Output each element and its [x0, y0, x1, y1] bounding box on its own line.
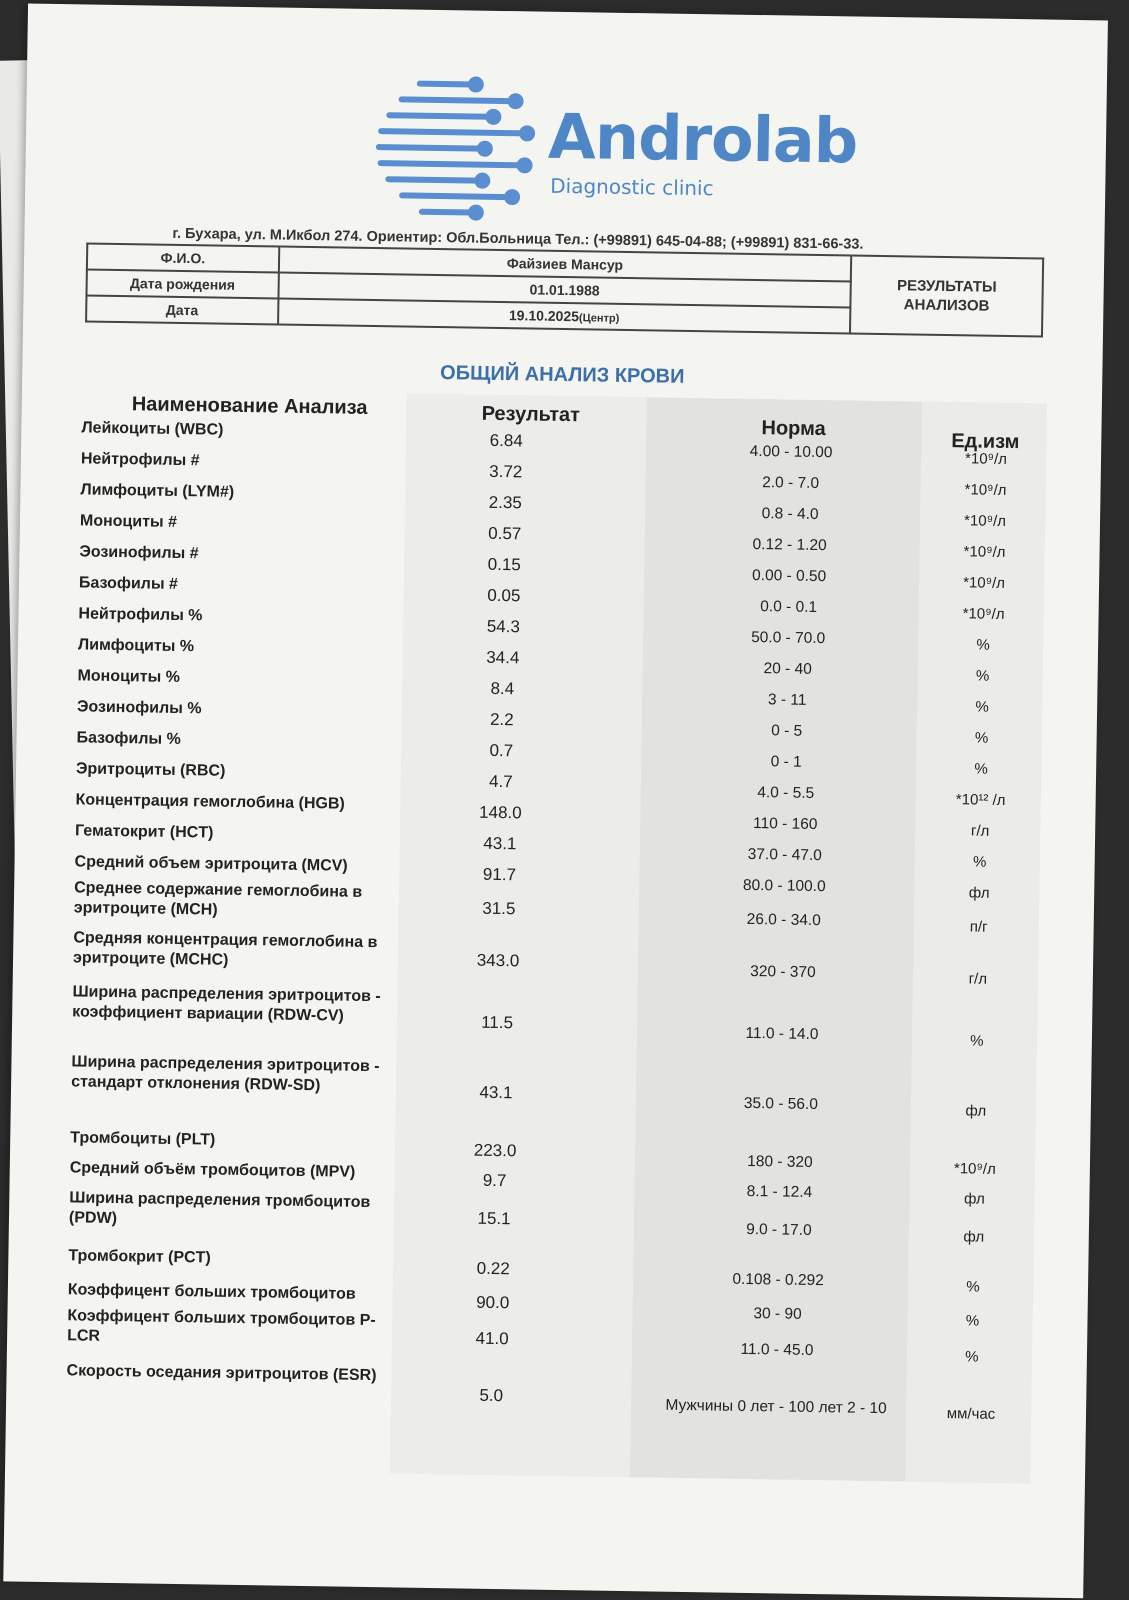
name-label: Ф.И.О.: [87, 243, 279, 272]
report-date-value: 19.10.2025: [508, 307, 580, 325]
patient-dob: 01.01.1988: [278, 272, 851, 307]
norm-range: 0.8 - 4.0: [761, 505, 819, 523]
result-value: 43.1: [483, 833, 517, 854]
norm-range: 0.12 - 1.20: [752, 535, 827, 555]
analysis-name: Эозинофилы %: [76, 698, 202, 718]
lab-report-sheet: [3, 4, 1108, 1599]
results-heading-line2: АНАЛИЗОВ: [903, 296, 990, 315]
unit-value: %: [965, 1312, 980, 1330]
analysis-name: Скорость оседания эритроцитов (ESR): [66, 1362, 377, 1385]
norm-range: Мужчины 0 лет - 100 лет 2 - 10: [665, 1396, 887, 1418]
unit-value: *10⁹/л: [964, 481, 1007, 499]
norm-range: 4.0 - 5.5: [757, 784, 815, 802]
norm-range: 11.0 - 45.0: [740, 1340, 814, 1360]
analysis-name: Концентрация гемоглобина (HGB): [75, 791, 345, 813]
date-label: Дата: [86, 295, 278, 324]
col-header-result: Результат: [481, 402, 581, 427]
result-value: 41.0: [475, 1328, 509, 1349]
result-value: 0.22: [476, 1258, 510, 1279]
norm-range: 320 - 370: [750, 962, 816, 982]
result-value: 43.1: [479, 1082, 513, 1103]
unit-value: мм/час: [946, 1405, 996, 1423]
unit-value: %: [975, 698, 989, 716]
clinic-subtitle: Diagnostic clinic: [550, 173, 714, 201]
unit-value: %: [976, 636, 990, 654]
unit-value: *10⁹/л: [963, 543, 1006, 561]
unit-value: г/л: [970, 822, 990, 840]
unit-value: %: [966, 1278, 980, 1296]
result-value: 34.4: [486, 647, 520, 668]
norm-range: 37.0 - 47.0: [747, 845, 822, 865]
results-heading: [850, 255, 1043, 336]
results-heading-line1: РЕЗУЛЬТАТЫ: [896, 277, 997, 296]
analysis-name: Моноциты %: [77, 667, 181, 686]
clinic-logo: [360, 71, 858, 238]
unit-value: %: [972, 853, 987, 871]
result-value: 8.4: [490, 678, 515, 699]
unit-value: %: [974, 729, 989, 747]
analysis-name: Средний объем эритроцита (MCV): [74, 853, 348, 875]
unit-value: фл: [963, 1228, 985, 1246]
result-value: 2.2: [489, 709, 514, 730]
unit-value: *10⁹/л: [953, 1160, 996, 1178]
norm-range: 4.00 - 10.00: [749, 442, 833, 462]
norm-range: 9.0 - 17.0: [746, 1220, 812, 1239]
result-value: 6.84: [489, 430, 523, 451]
analysis-name: Нейтрофилы #: [80, 450, 200, 470]
norm-range: 180 - 320: [747, 1152, 813, 1171]
analysis-name: Нейтрофилы %: [78, 605, 203, 625]
analysis-name: Гематокрит (HCT): [74, 822, 214, 842]
lines-emblem-icon: [360, 71, 542, 234]
unit-value: %: [970, 1032, 984, 1050]
col-header-name: Наименование Анализа: [131, 393, 368, 419]
result-value: 0.15: [487, 554, 522, 575]
unit-value: *10¹² /л: [955, 791, 1006, 809]
norm-range: 110 - 160: [752, 815, 818, 834]
unit-value: *10⁹/л: [963, 512, 1007, 530]
analysis-name: Эритроциты (RBC): [75, 760, 226, 780]
norm-range: 0.0 - 0.1: [760, 598, 818, 616]
clinic-name: Androlab: [547, 99, 858, 178]
unit-value: %: [974, 760, 988, 778]
result-value: 90.0: [476, 1292, 510, 1313]
result-value: 343.0: [476, 950, 520, 971]
analysis-name: Эозинофилы #: [79, 543, 199, 563]
analysis-name: Средний объём тромбоцитов (MPV): [69, 1159, 356, 1181]
analysis-name: Коэффицент больших тромбоцитов P-LCR: [67, 1307, 376, 1345]
result-value: 15.1: [477, 1208, 511, 1229]
unit-value: г/л: [968, 970, 988, 988]
norm-range: 35.0 - 56.0: [743, 1094, 819, 1114]
analysis-name: Ширина распределения тромбоцитов (PDW): [68, 1189, 371, 1228]
result-value: 4.7: [488, 771, 513, 792]
analysis-name: Базофилы #: [78, 574, 179, 593]
norm-range: 20 - 40: [763, 660, 812, 678]
col-header-unit: Ед.изм: [951, 430, 1020, 454]
analysis-name: Лейкоциты (WBC): [81, 419, 224, 439]
result-value: 5.0: [479, 1385, 504, 1406]
norm-range: 11.0 - 14.0: [745, 1024, 819, 1044]
unit-value: фл: [968, 884, 990, 902]
analysis-name: Тромбоциты (PLT): [70, 1129, 216, 1149]
analysis-name: Лимфоциты %: [77, 636, 195, 656]
norm-range: 8.1 - 12.4: [746, 1182, 813, 1201]
col-header-norm: Норма: [761, 417, 826, 441]
unit-value: %: [965, 1348, 979, 1366]
analysis-name: Лимфоциты (LYM#): [80, 481, 235, 501]
analysis-name: Моноциты #: [79, 512, 178, 531]
patient-info-table: [85, 242, 1044, 337]
result-value: 11.5: [481, 1012, 514, 1033]
report-date-note: (Центр): [578, 312, 620, 325]
result-value: 31.5: [482, 898, 516, 919]
result-value: 54.3: [486, 616, 521, 637]
result-value: 0.57: [488, 523, 522, 544]
norm-range: 0 - 5: [771, 722, 803, 740]
analysis-name: Среднее содержание гемоглобина в эритроците (MCH): [73, 879, 363, 919]
norm-range: 30 - 90: [753, 1305, 802, 1323]
unit-value: *10⁹/л: [962, 605, 1005, 623]
analysis-name: Тромбокрит (PCT): [68, 1247, 211, 1267]
result-value: 91.7: [482, 864, 517, 885]
results-table: [55, 388, 1047, 1483]
result-value: 0.7: [489, 740, 514, 761]
norm-range: 0.00 - 0.50: [751, 566, 827, 586]
patient-name: Файзиев Мансур: [278, 246, 851, 281]
unit-value: %: [975, 667, 990, 685]
analysis-name: Ширина распределения эритроцитов - стандарт отклонения (RDW-SD): [71, 1053, 380, 1095]
norm-range: 0.108 - 0.292: [732, 1270, 824, 1290]
dob-label: Дата рождения: [86, 269, 278, 298]
result-value: 223.0: [473, 1140, 517, 1161]
result-value: 9.7: [482, 1170, 507, 1191]
result-value: 148.0: [478, 802, 522, 823]
norm-range: 50.0 - 70.0: [751, 628, 826, 648]
norm-range: 26.0 - 34.0: [746, 910, 821, 930]
unit-value: *10⁹/л: [963, 574, 1006, 592]
norm-range: 0 - 1: [770, 753, 802, 771]
result-value: 3.72: [489, 461, 523, 482]
section-title: ОБЩИЙ АНАЛИЗ КРОВИ: [439, 362, 685, 388]
unit-value: п/г: [969, 918, 988, 936]
clinic-address: г. Бухара, ул. М.Икбол 274. Ориентир: Обл.Больница Тел.: (+99891) 645-04-88; (+99891) 831-66-33.: [172, 225, 864, 253]
norm-range: 2.0 - 7.0: [762, 474, 820, 493]
result-value: 0.05: [487, 585, 521, 606]
analysis-name: Коэффицент больших тромбоцитов: [67, 1281, 356, 1303]
analysis-name: Ширина распределения эритроцитов - коэффициент вариации (RDW-CV): [72, 983, 381, 1025]
norm-range: 80.0 - 100.0: [742, 876, 826, 896]
result-value: 2.35: [488, 492, 522, 513]
unit-value: фл: [965, 1102, 987, 1120]
unit-value: *10⁹/л: [964, 450, 1008, 468]
unit-value: фл: [963, 1190, 985, 1208]
analysis-name: Средняя концентрация гемоглобина в эритроците (MCHC): [72, 929, 378, 969]
analysis-name: Базофилы %: [76, 729, 181, 749]
norm-range: 3 - 11: [767, 691, 807, 709]
